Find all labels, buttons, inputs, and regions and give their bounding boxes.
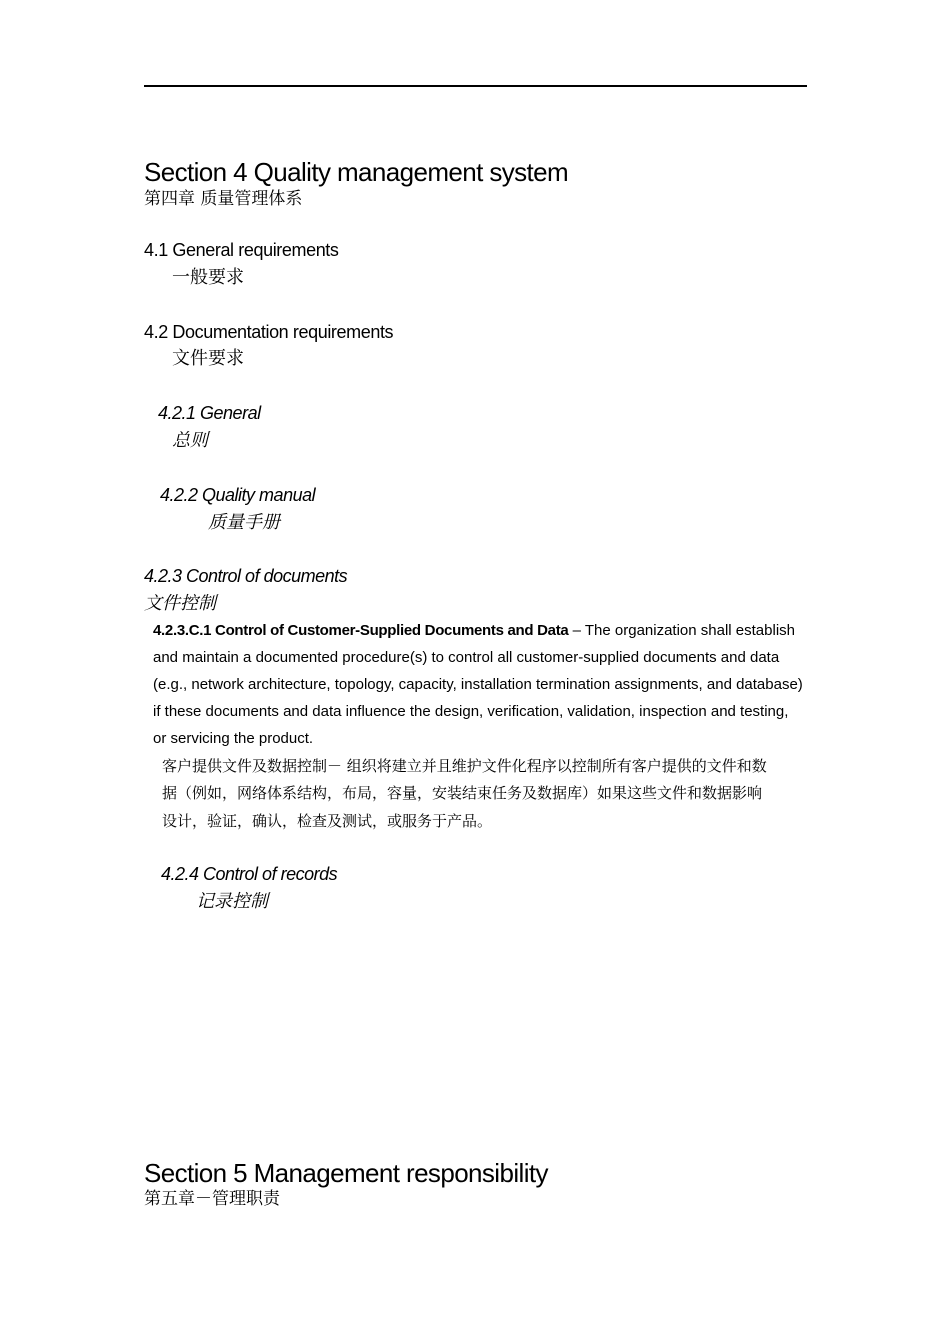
clause-c1-zh-line-2: 据（例如，网络体系结构，布局，容量，安装结束任务及数据库）如果这些文件和数据影响 <box>162 784 763 802</box>
section4-title-zh: 第四章 质量管理体系 <box>144 189 303 209</box>
heading-4-1: 4.1 General requirements <box>144 240 339 260</box>
clause-c1-zh-line-3: 设计，验证，确认，检查及测试，或服务于产品。 <box>162 812 493 830</box>
heading-4-2-1: 4.2.1 General <box>158 403 261 423</box>
clause-c1-line-1 <box>153 617 795 644</box>
heading-4-2-1-zh: 总则 <box>172 430 208 450</box>
clause-c1-line-4: if these documents and data influence the design, verification, validation, inspection and testing, <box>153 703 789 720</box>
heading-4-2: 4.2 Documentation requirements <box>144 322 394 342</box>
clause-c1-text-1: – The organization shall establish <box>568 622 795 639</box>
section5-title-zh: 第五章－管理职责 <box>144 1189 280 1209</box>
header-rule <box>144 85 807 87</box>
clause-c1-zh-line-1: 客户提供文件及数据控制－ 组织将建立并且维护文件化程序以控制所有客户提供的文件和数 <box>162 757 767 775</box>
heading-4-2-4-zh: 记录控制 <box>196 891 268 911</box>
heading-4-2-2-zh: 质量手册 <box>208 512 280 532</box>
section4-title: Section 4 Quality management system <box>144 157 569 187</box>
heading-4-2-2: 4.2.2 Quality manual <box>160 485 316 505</box>
heading-4-2-4: 4.2.4 Control of records <box>161 864 338 884</box>
heading-4-2-3-zh: 文件控制 <box>144 593 216 613</box>
clause-c1-line-2: and maintain a documented procedure(s) to control all customer-supplied documents and data <box>153 649 780 666</box>
heading-4-1-zh: 一般要求 <box>172 267 244 287</box>
clause-c1-line-5: or servicing the product. <box>153 730 314 747</box>
heading-4-2-3: 4.2.3 Control of documents <box>144 566 348 586</box>
heading-4-2-zh: 文件要求 <box>172 348 244 368</box>
section5-title: Section 5 Management responsibility <box>144 1158 548 1188</box>
clause-c1-label: 4.2.3.C.1 Control of Customer-Supplied Documents and Data <box>153 622 569 639</box>
clause-c1-line-3: (e.g., network architecture, topology, capacity, installation termination assignments, and database) <box>153 676 803 693</box>
